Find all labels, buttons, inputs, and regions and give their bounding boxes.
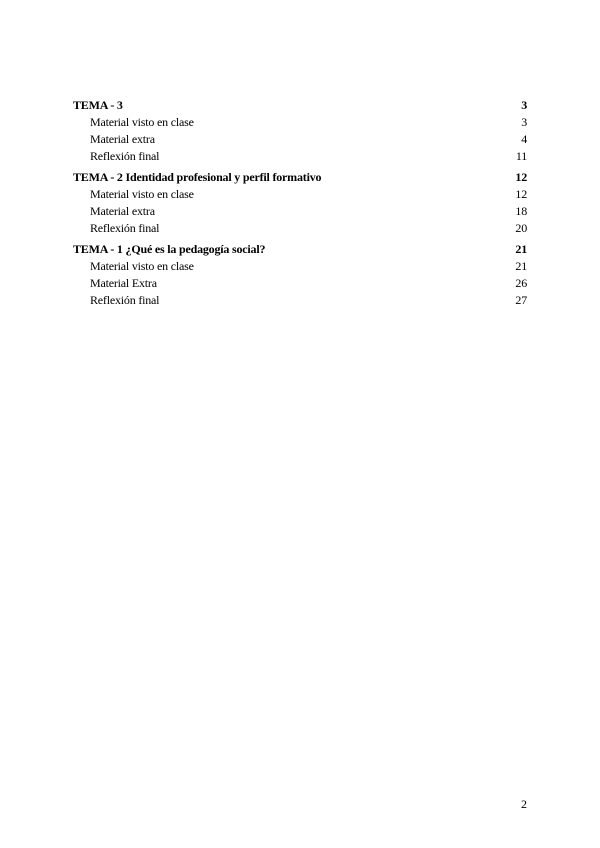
toc-entry[interactable]	[73, 275, 527, 292]
toc-entry[interactable]	[73, 114, 527, 131]
toc-entry-label: Reflexión final	[90, 221, 160, 235]
toc-entry[interactable]	[73, 203, 527, 220]
toc-entry-page: 20	[515, 221, 527, 235]
table-of-contents	[73, 97, 527, 313]
toc-entry[interactable]	[73, 220, 527, 237]
toc-entry-page: 26	[515, 276, 527, 290]
toc-heading[interactable]	[73, 169, 527, 186]
toc-entry-label: Reflexión final	[90, 293, 160, 307]
toc-entry[interactable]	[73, 258, 527, 275]
toc-entry-page: 21	[515, 259, 527, 273]
toc-entry-page: 27	[515, 293, 527, 307]
toc-heading-page: 12	[515, 170, 527, 184]
toc-heading-page: 21	[515, 242, 527, 256]
toc-heading-page: 3	[521, 98, 527, 112]
toc-heading[interactable]	[73, 241, 527, 258]
toc-heading-title: TEMA - 3	[73, 98, 123, 112]
toc-entry-label: Material visto en clase	[90, 259, 194, 273]
toc-entry[interactable]	[73, 292, 527, 309]
toc-entry-label: Material extra	[90, 132, 155, 146]
toc-heading[interactable]	[73, 97, 527, 114]
toc-section-tema-2	[73, 169, 527, 237]
toc-entry-label: Material extra	[90, 204, 155, 218]
toc-section-tema-3	[73, 97, 527, 165]
toc-entry[interactable]	[73, 148, 527, 165]
toc-entry-label: Material Extra	[90, 276, 157, 290]
toc-entry-page: 4	[521, 132, 527, 146]
toc-entry[interactable]	[73, 186, 527, 203]
toc-entry-page: 11	[515, 149, 527, 163]
page-number: 2	[521, 797, 527, 811]
toc-entry-page: 18	[515, 204, 527, 218]
toc-entry-label: Material visto en clase	[90, 187, 194, 201]
toc-section-tema-1	[73, 241, 527, 309]
toc-entry-label: Reflexión final	[90, 149, 160, 163]
toc-heading-title: TEMA - 1 ¿Qué es la pedagogía social?	[73, 242, 266, 256]
toc-entry[interactable]	[73, 131, 527, 148]
toc-entry-label: Material visto en clase	[90, 115, 194, 129]
toc-entry-page: 12	[515, 187, 527, 201]
toc-heading-title: TEMA - 2 Identidad profesional y perfil formativo	[73, 170, 322, 184]
toc-entry-page: 3	[521, 115, 527, 129]
